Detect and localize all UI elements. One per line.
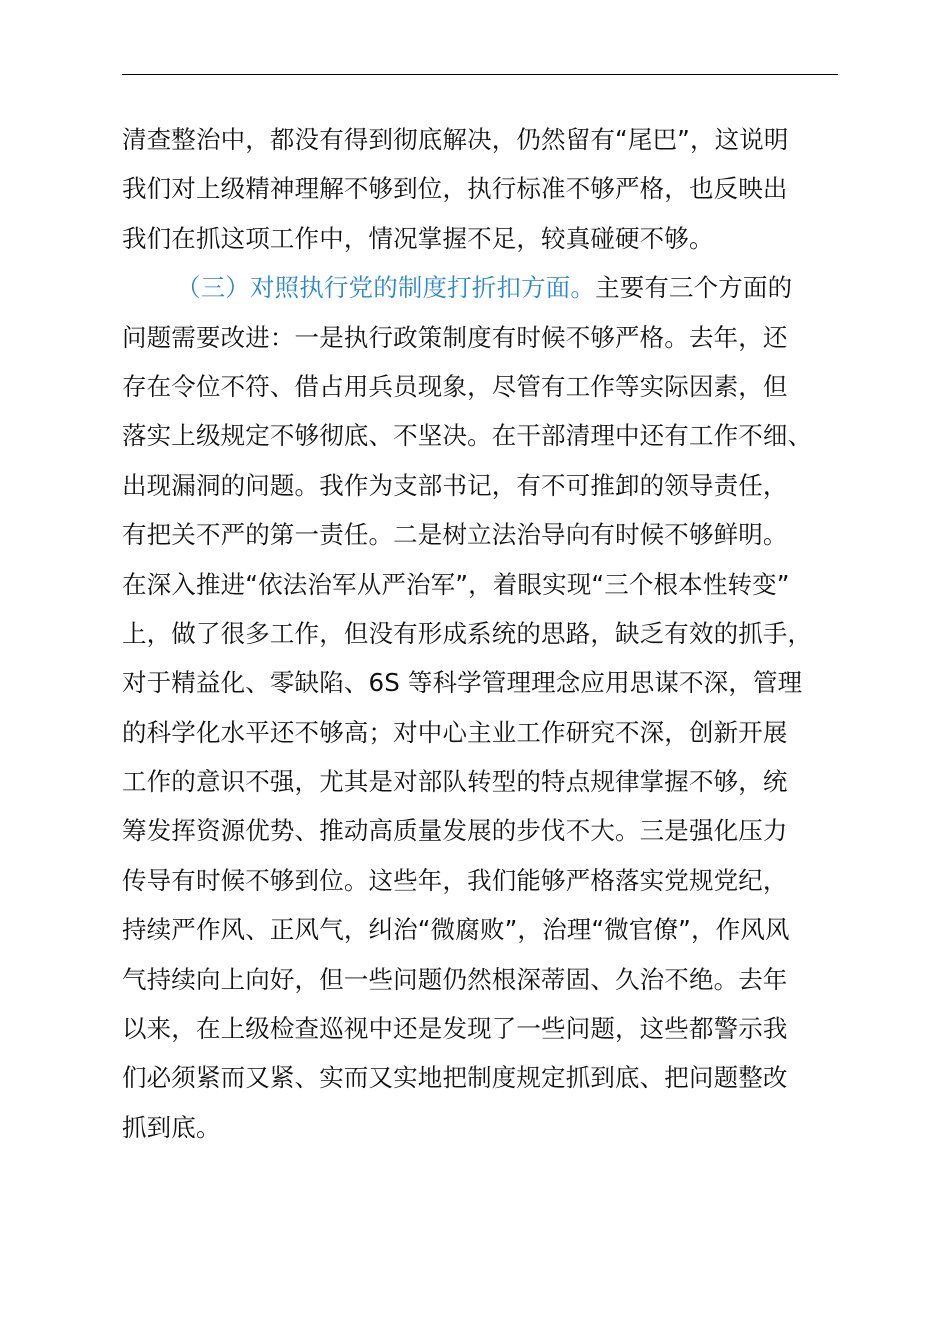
section-heading: （三）对照执行党的制度打折扣方面。: [176, 273, 596, 303]
document-body: [122, 115, 857, 1152]
section-first-line-rest: 主要有三个方面的: [595, 273, 793, 303]
paragraph-line: 清查整治中，都没有得到彻底解决，仍然留有“尾巴”，这说明: [122, 125, 789, 154]
paragraph-line: 问题需要改进：一是执行政策制度有时候不够严格。去年，还: [122, 322, 788, 352]
paragraph-line: 我们在抓这项工作中，情况掌握不足，较真碰硬不够。: [122, 223, 714, 253]
paragraph-line: 出现漏洞的问题。我作为支部书记，有不可推卸的领导责任，: [122, 470, 788, 500]
paragraph-line: 对于精益化、零缺陷、6S 等科学管理理念应用思谋不深，管理: [122, 668, 803, 698]
paragraph-line: 持续严作风、正风气，纠治“微腐败”，治理“微官僚”，作风风: [122, 915, 790, 945]
paragraph-line: 抓到底。: [122, 1112, 221, 1142]
paragraph-line: 落实上级规定不够彻底、不坚决。在干部清理中还有工作不细、: [122, 421, 813, 451]
section-three-paragraph: [122, 263, 857, 1152]
section-first-line: [122, 263, 857, 312]
paragraph-line: 筹发挥资源优势、推动高质量发展的步伐不大。三是强化压力: [122, 816, 788, 846]
paragraph-line: 气持续向上向好，但一些问题仍然根深蒂固、久治不绝。去年: [122, 964, 788, 994]
paragraph-line: 存在令位不符、借占用兵员现象，尽管有工作等实际因素，但: [122, 371, 788, 401]
paragraph-line: 在深入推进“依法治军从严治军”，着眼实现“三个根本性转变”: [122, 569, 790, 599]
continued-paragraph: [122, 115, 857, 263]
paragraph-line: 上，做了很多工作，但没有形成系统的思路，缺乏有效的抓手，: [122, 618, 813, 648]
paragraph-line: 有把关不严的第一责任。二是树立法治导向有时候不够鲜明。: [122, 520, 788, 550]
paragraph-line: 传导有时候不够到位。这些年，我们能够严格落实党规党纪，: [122, 865, 788, 895]
paragraph-line: 我们对上级精神理解不够到位，执行标准不够严格，也反映出: [122, 174, 788, 204]
header-rule: [122, 74, 838, 75]
paragraph-line: 以来，在上级检查巡视中还是发现了一些问题，这些都警示我: [122, 1014, 788, 1044]
paragraph-line: 的科学化水平还不够高；对中心主业工作研究不深，创新开展: [122, 717, 788, 747]
paragraph-line: 工作的意识不强，尤其是对部队转型的特点规律掌握不够，统: [122, 767, 788, 797]
paragraph-line: 们必须紧而又紧、实而又实地把制度规定抓到底、把问题整改: [122, 1063, 788, 1093]
